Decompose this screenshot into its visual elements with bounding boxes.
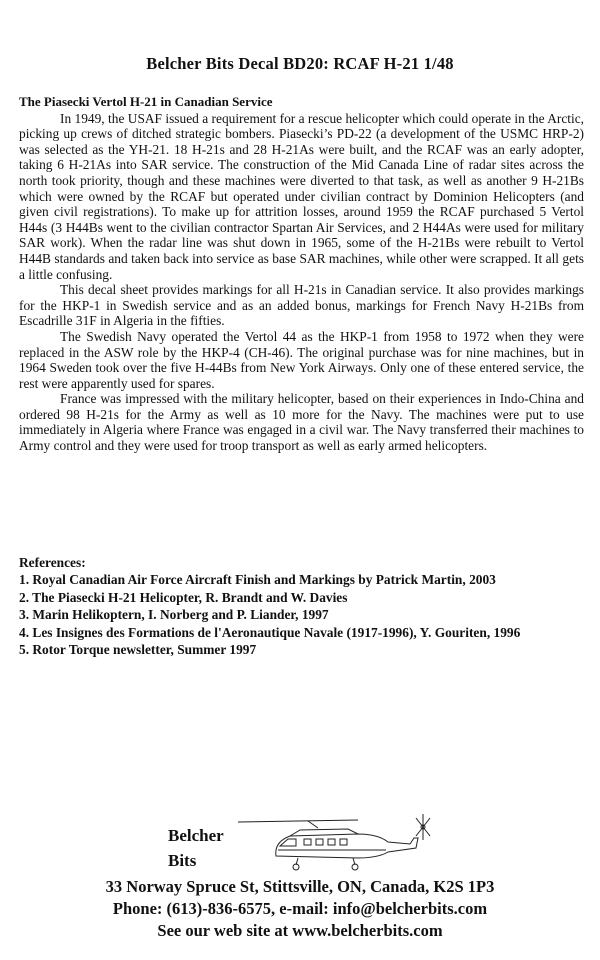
reference-item: 2. The Piasecki H-21 Helicopter, R. Brandt and W. Davies bbox=[19, 589, 348, 605]
address-line: 33 Norway Spruce St, Stittsville, ON, Canada, K2S 1P3 bbox=[105, 877, 495, 896]
reference-item: 4. Les Insignes des Formations de l'Aeronautique Navale (1917-1996), Y. Gouriten, 1996 bbox=[19, 624, 521, 640]
logo-line-2: Bits bbox=[168, 851, 197, 870]
article-body bbox=[19, 94, 584, 454]
logo-line-1: Belcher bbox=[168, 826, 224, 845]
phone-email-line: Phone: (613)-836-6575, e-mail: info@belcherbits.com bbox=[112, 899, 488, 918]
article-paragraph: This decal sheet provides markings for all H-21s in Canadian service. It also provides markings for the HKP-1 in Swedish service and as an added bonus, markings for French Navy H-21Bs from Escadrille 31F in Algeria in the fifties. bbox=[19, 282, 584, 329]
article-paragraph: The Swedish Navy operated the Vertol 44 as the HKP-1 from 1958 to 1972 when they were replaced in the ASW role by the HKP-4 (CH-46). The original purchase was for nine machines, but in 1964 Sweden took over the five H-44Bs from New York Airways. Only one of these entered service, the rest were apparently used for spares. bbox=[19, 328, 584, 391]
article-heading: The Piasecki Vertol H-21 in Canadian Service bbox=[19, 94, 273, 109]
article-paragraph: France was impressed with the military helicopter, based on their experiences in Indo-China and ordered 98 H-21s for the Army as well as 10 more for the Navy. The machines were put to use immediately in Algeria where France was engaged in a civil war. The Navy transferred their machines to Army control and they were used for troop transport as well as early armed helicopters. bbox=[19, 391, 584, 454]
references-list bbox=[19, 571, 584, 659]
references-heading: References: bbox=[19, 555, 86, 570]
website-line: See our web site at www.belcherbits.com bbox=[157, 921, 443, 940]
contact-block bbox=[0, 876, 600, 942]
helicopter-icon bbox=[238, 812, 438, 874]
page-title: Belcher Bits Decal BD20: RCAF H-21 1/48 bbox=[146, 54, 454, 73]
logo-wordmark bbox=[168, 823, 224, 873]
reference-item: 5. Rotor Torque newsletter, Summer 1997 bbox=[19, 642, 257, 658]
reference-item: 1. Royal Canadian Air Force Aircraft Finish and Markings by Patrick Martin, 2003 bbox=[19, 572, 496, 587]
article-paragraph: In 1949, the USAF issued a requirement for a rescue helicopter which could operate in the Arctic, picking up crews of ditched strategic bombers. Piasecki’s PD-22 (a development of the USMC HRP-2) was selected as the YH-21. 18 H-21s and 28 H-21As were built, and the RCAF was an early adopter, taking 6 H-21As into SAR service. The construction of the Mid Canada Line of radar sites across the north took priority, though and these machines were diverted to that task, as well as another 9 H-21Bs which were owned by the RCAF but operated under civilian contract by Dominion Helicopters (and given civil registrations). To make up for attrition losses, around 1959 the RCAF purchased 5 Vertol H44s (3 H44Bs went to the civilian contractor Spartan Air Services, and 2 H44As were used for military SAR work). When the radar line was shut down in 1965, some of the H-21Bs were rebuilt to Vertol H44B standards and taken back into service as base SAR machines, while other were scrapped. It all gets a little confusing. bbox=[19, 110, 584, 282]
reference-item: 3. Marin Helikoptern, I. Norberg and P. Liander, 1997 bbox=[19, 607, 329, 623]
